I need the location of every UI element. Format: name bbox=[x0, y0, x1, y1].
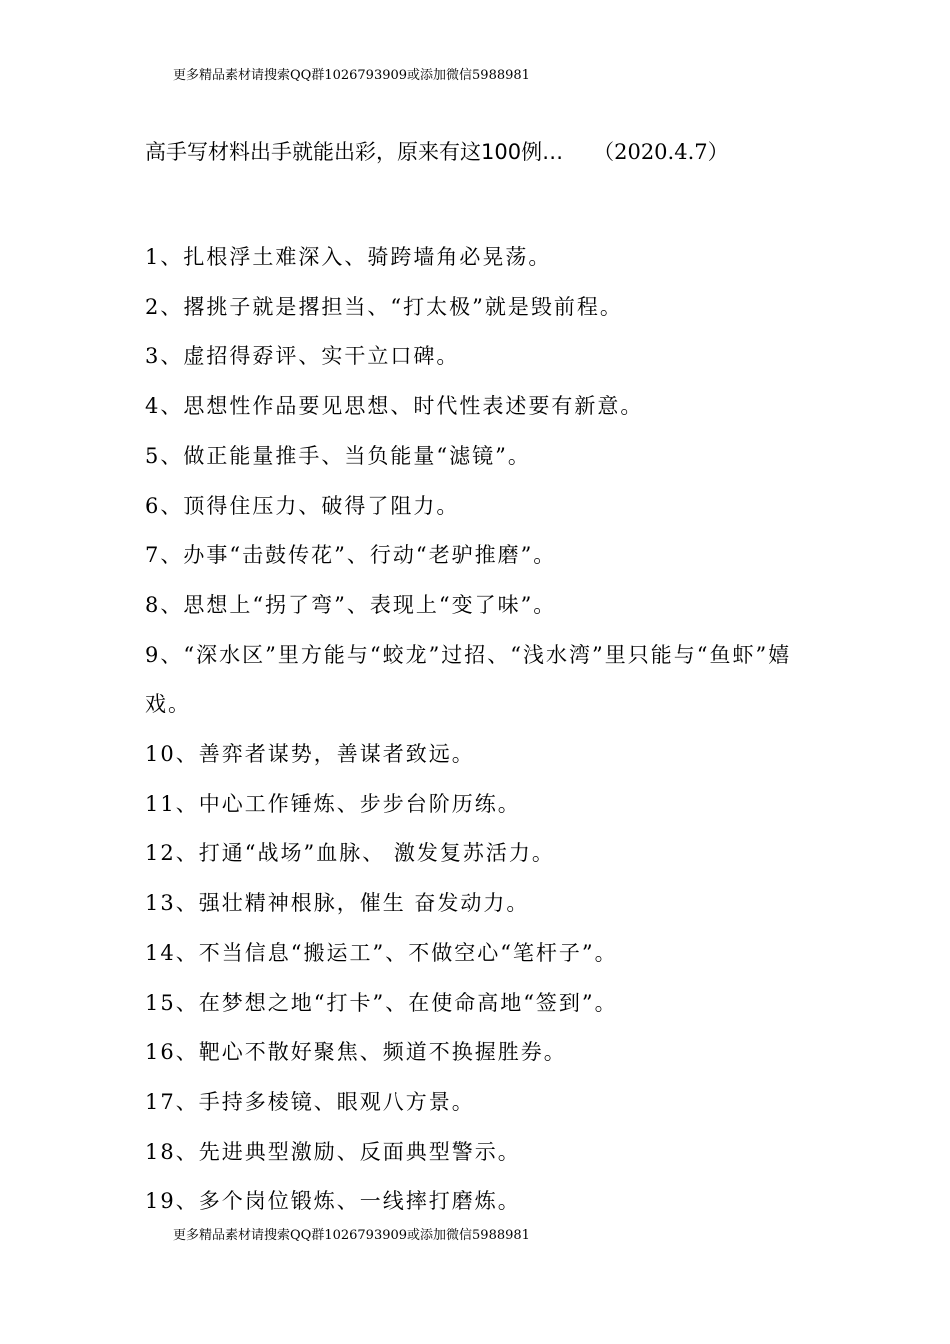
list-item: 12、打通“战场”血脉、 激发复苏活力。 bbox=[145, 841, 555, 866]
list-item: 16、靶心不散好聚焦、频道不换握胜券。 bbox=[145, 1040, 567, 1065]
list-item: 8、思想上“拐了弯”、表现上“变了味”。 bbox=[145, 592, 557, 617]
document-title bbox=[145, 138, 729, 166]
list-item: 6、顶得住压力、破得了阻力。 bbox=[145, 493, 460, 518]
list-item: 13、强壮精神根脉，催生 奋发动力。 bbox=[145, 891, 530, 916]
list-item: 11、中心工作锤炼、步步台阶历练。 bbox=[145, 791, 521, 816]
list-item: 14、不当信息“搬运工”、不做空心“笔杆子”。 bbox=[145, 940, 618, 965]
title-text: 高手写材料出手就能出彩，原来有这100例… bbox=[145, 140, 564, 164]
header-note: 更多精品素材请搜索QQ群1026793909或添加微信5988981 bbox=[173, 68, 530, 83]
list-item: 4、思想性作品要见思想、时代性表述要有新意。 bbox=[145, 394, 644, 419]
list-item: 10、善弈者谋势，善谋者致远。 bbox=[145, 742, 475, 767]
list-item: 15、在梦想之地“打卡”、在使命高地“签到”。 bbox=[145, 990, 618, 1015]
title-date: （2020.4.7） bbox=[593, 140, 729, 164]
list-item: 3、虚招得孬评、实干立口碑。 bbox=[145, 344, 460, 369]
list-item: 7、办事“击鼓传花”、行动“老驴推磨”。 bbox=[145, 543, 557, 568]
list-item: 19、多个岗位锻炼、一线摔打磨炼。 bbox=[145, 1189, 521, 1214]
list-item: 5、做正能量推手、当负能量“滤镜”。 bbox=[145, 443, 531, 468]
list-item: 18、先进典型激励、反面典型警示。 bbox=[145, 1139, 521, 1164]
list-item: 17、手持多棱镜、眼观八方景。 bbox=[145, 1089, 475, 1114]
list-item: 9、“深水区”里方能与“蛟龙”过招、“浅水湾”里只能与“鱼虾”嬉戏。 bbox=[145, 642, 792, 717]
list-item: 2、撂挑子就是撂担当、“打太极”就是毁前程。 bbox=[145, 294, 623, 319]
list-item: 1、扎根浮土难深入、骑跨墙角必晃荡。 bbox=[145, 245, 552, 269]
footer-note: 更多精品素材请搜索QQ群1026793909或添加微信5988981 bbox=[173, 1228, 530, 1243]
item-list bbox=[145, 233, 825, 1227]
